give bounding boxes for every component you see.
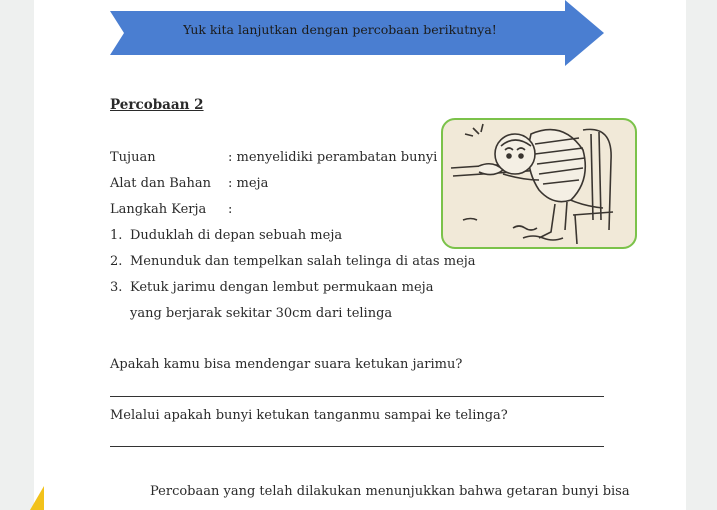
field-label-alat-bahan: Alat dan Bahan bbox=[110, 176, 212, 191]
answer-line-2[interactable] bbox=[110, 446, 604, 447]
banner-text: Yuk kita lanjutkan dengan percobaan berikutnya! bbox=[183, 22, 497, 37]
question-2: Melalui apakah bunyi ketukan tanganmu sampai ke telinga? bbox=[110, 408, 508, 423]
child-ear-on-table-illustration bbox=[441, 118, 637, 249]
field-value-langkah-kerja: : bbox=[228, 202, 233, 217]
section-title: Percobaan 2 bbox=[110, 97, 204, 113]
step-number: 1. bbox=[110, 228, 123, 243]
step-number: 3. bbox=[110, 280, 123, 295]
field-label-tujuan: Tujuan bbox=[110, 150, 156, 165]
answer-line-1[interactable] bbox=[110, 396, 604, 397]
step-3-continuation: yang berjarak sekitar 30cm dari telinga bbox=[130, 306, 393, 321]
field-label-langkah-kerja: Langkah Kerja bbox=[110, 202, 207, 217]
step-text: Ketuk jarimu dengan lembut permukaan meja bbox=[130, 280, 434, 295]
step-number: 2. bbox=[110, 254, 123, 269]
banner-arrow bbox=[110, 0, 604, 66]
yellow-corner-mark bbox=[30, 486, 44, 510]
child-ear-on-table-icon bbox=[443, 120, 635, 247]
field-value-alat-bahan: : meja bbox=[228, 176, 269, 191]
step-text: Menunduk dan tempelkan salah telinga di atas meja bbox=[130, 254, 476, 269]
step-text: Duduklah di depan sebuah meja bbox=[130, 228, 343, 243]
conclusion-paragraph: Percobaan yang telah dilakukan menunjukkan bahwa getaran bunyi bisa bbox=[150, 484, 630, 499]
question-1: Apakah kamu bisa mendengar suara ketukan jarimu? bbox=[110, 357, 463, 372]
field-value-tujuan: : menyelidiki perambatan bunyi bbox=[228, 150, 438, 165]
